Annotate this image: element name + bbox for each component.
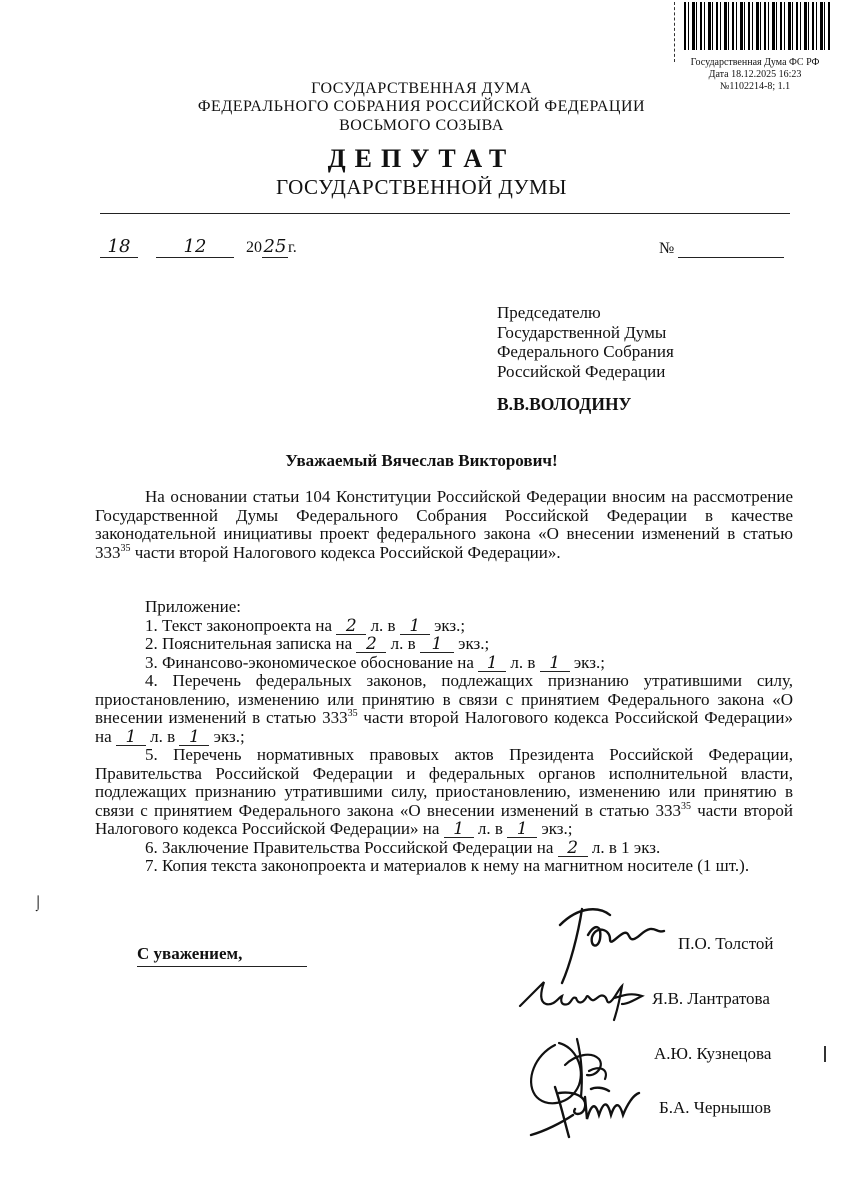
- list-item: 1. Текст законопроекта на 2 л. в 1 экз.;: [145, 615, 466, 636]
- addressee-line-1: Председателю: [497, 303, 601, 322]
- date-year-suffix: 25: [263, 236, 287, 257]
- stamp-line-1: Государственная Дума ФС РФ: [690, 57, 820, 68]
- header-divider: [100, 213, 790, 214]
- header-title: ДЕПУТАТ: [327, 144, 516, 173]
- list-item: 5. Перечень нормативных правовых актов Президента Российской Федерации, Правительства Российской Федерации и федеральных органов исполнительной власти, подлежащих признанию утратившими силу, приостановлению, изменению или принятию в связи с принятием Федерального закона «О внесении изменений в статью $333^{35}$ части второй Налогового кодекса Российской Федерации» на 1 л. в 1 экз.;: [95, 745, 794, 839]
- stamp-line-3: №1102214-8; 1.1: [719, 81, 791, 92]
- header-line-1: ГОСУДАРСТВЕННАЯ ДУМА: [311, 80, 532, 97]
- date-day: 18: [100, 236, 138, 258]
- list-item: 6. Заключение Правительства Российской Федерации на 2 л. в 1 экз.: [145, 837, 661, 858]
- signer-name: П.О. Толстой: [678, 934, 774, 953]
- list-item: 2. Пояснительная записка на 2 л. в 1 экз.;: [145, 634, 490, 654]
- doc-number: [659, 240, 784, 258]
- number-label: №: [659, 240, 675, 257]
- list-item: 4. Перечень федеральных законов, подлежащих признанию утратившими силу, приостановлению, изменению или принятию в связи с принятием Федерального закона «О внесении изменений в статью $333^{35}$ части второй Налогового кодекса Российской Федерации» на 1 л. в 1 экз.;: [95, 671, 793, 747]
- date-year-prefix: 20: [246, 239, 262, 256]
- signature-chernyshov: [525, 1075, 660, 1145]
- closing-underline: [137, 966, 307, 967]
- list-item: 3. Финансово-экономическое обоснование на 1 л. в 1 экз.;: [145, 652, 605, 673]
- greeting: Уважаемый Вячеслав Викторович!: [285, 451, 558, 470]
- date-year-end: г.: [288, 239, 297, 256]
- signer-name: А.Ю. Кузнецова: [654, 1044, 772, 1063]
- date-month: 12: [156, 236, 234, 258]
- header-line-3: ВОСЬМОГО СОЗЫВА: [339, 117, 504, 134]
- date-line: [100, 236, 297, 258]
- header-line-2: ФЕДЕРАЛЬНОГО СОБРАНИЯ РОССИЙСКОЙ ФЕДЕРАЦИИ: [197, 98, 646, 115]
- addressee-name: В.В.ВОЛОДИНУ: [497, 394, 632, 414]
- body-paragraph: На основании статьи 104 Конституции Российской Федерации вносим на рассмотрение Государственной Думы Федерального Собрания Российской Федерации в качестве законодательной инициативы проект федерального закона «О внесении изменений в статью $333^{35}$ части второй Налогового кодекса Российской Федерации».: [95, 487, 793, 562]
- addressee-line-4: Российской Федерации: [497, 361, 666, 381]
- stamp-line-2: Дата 18.12.2025 16:23: [708, 69, 802, 80]
- addressee-line-2: Государственной Думы: [497, 322, 667, 342]
- signature-lantratova: [510, 968, 660, 1028]
- barcode: [684, 2, 830, 50]
- closing: С уважением,: [137, 944, 243, 963]
- list-item: 7. Копия текста законопроекта и материалов к нему на магнитном носителе (1 шт.).: [145, 856, 750, 875]
- appendix-label: Приложение:: [145, 597, 241, 616]
- addressee-line-3: Федерального Собрания: [497, 342, 674, 361]
- signer-name: Б.А. Чернышов: [659, 1098, 772, 1117]
- signer-name: Я.В. Лантратова: [652, 989, 770, 1008]
- header-subtitle: ГОСУДАРСТВЕННОЙ ДУМЫ: [276, 175, 567, 199]
- addressee-block: [497, 303, 674, 381]
- appendix-list: [95, 598, 793, 876]
